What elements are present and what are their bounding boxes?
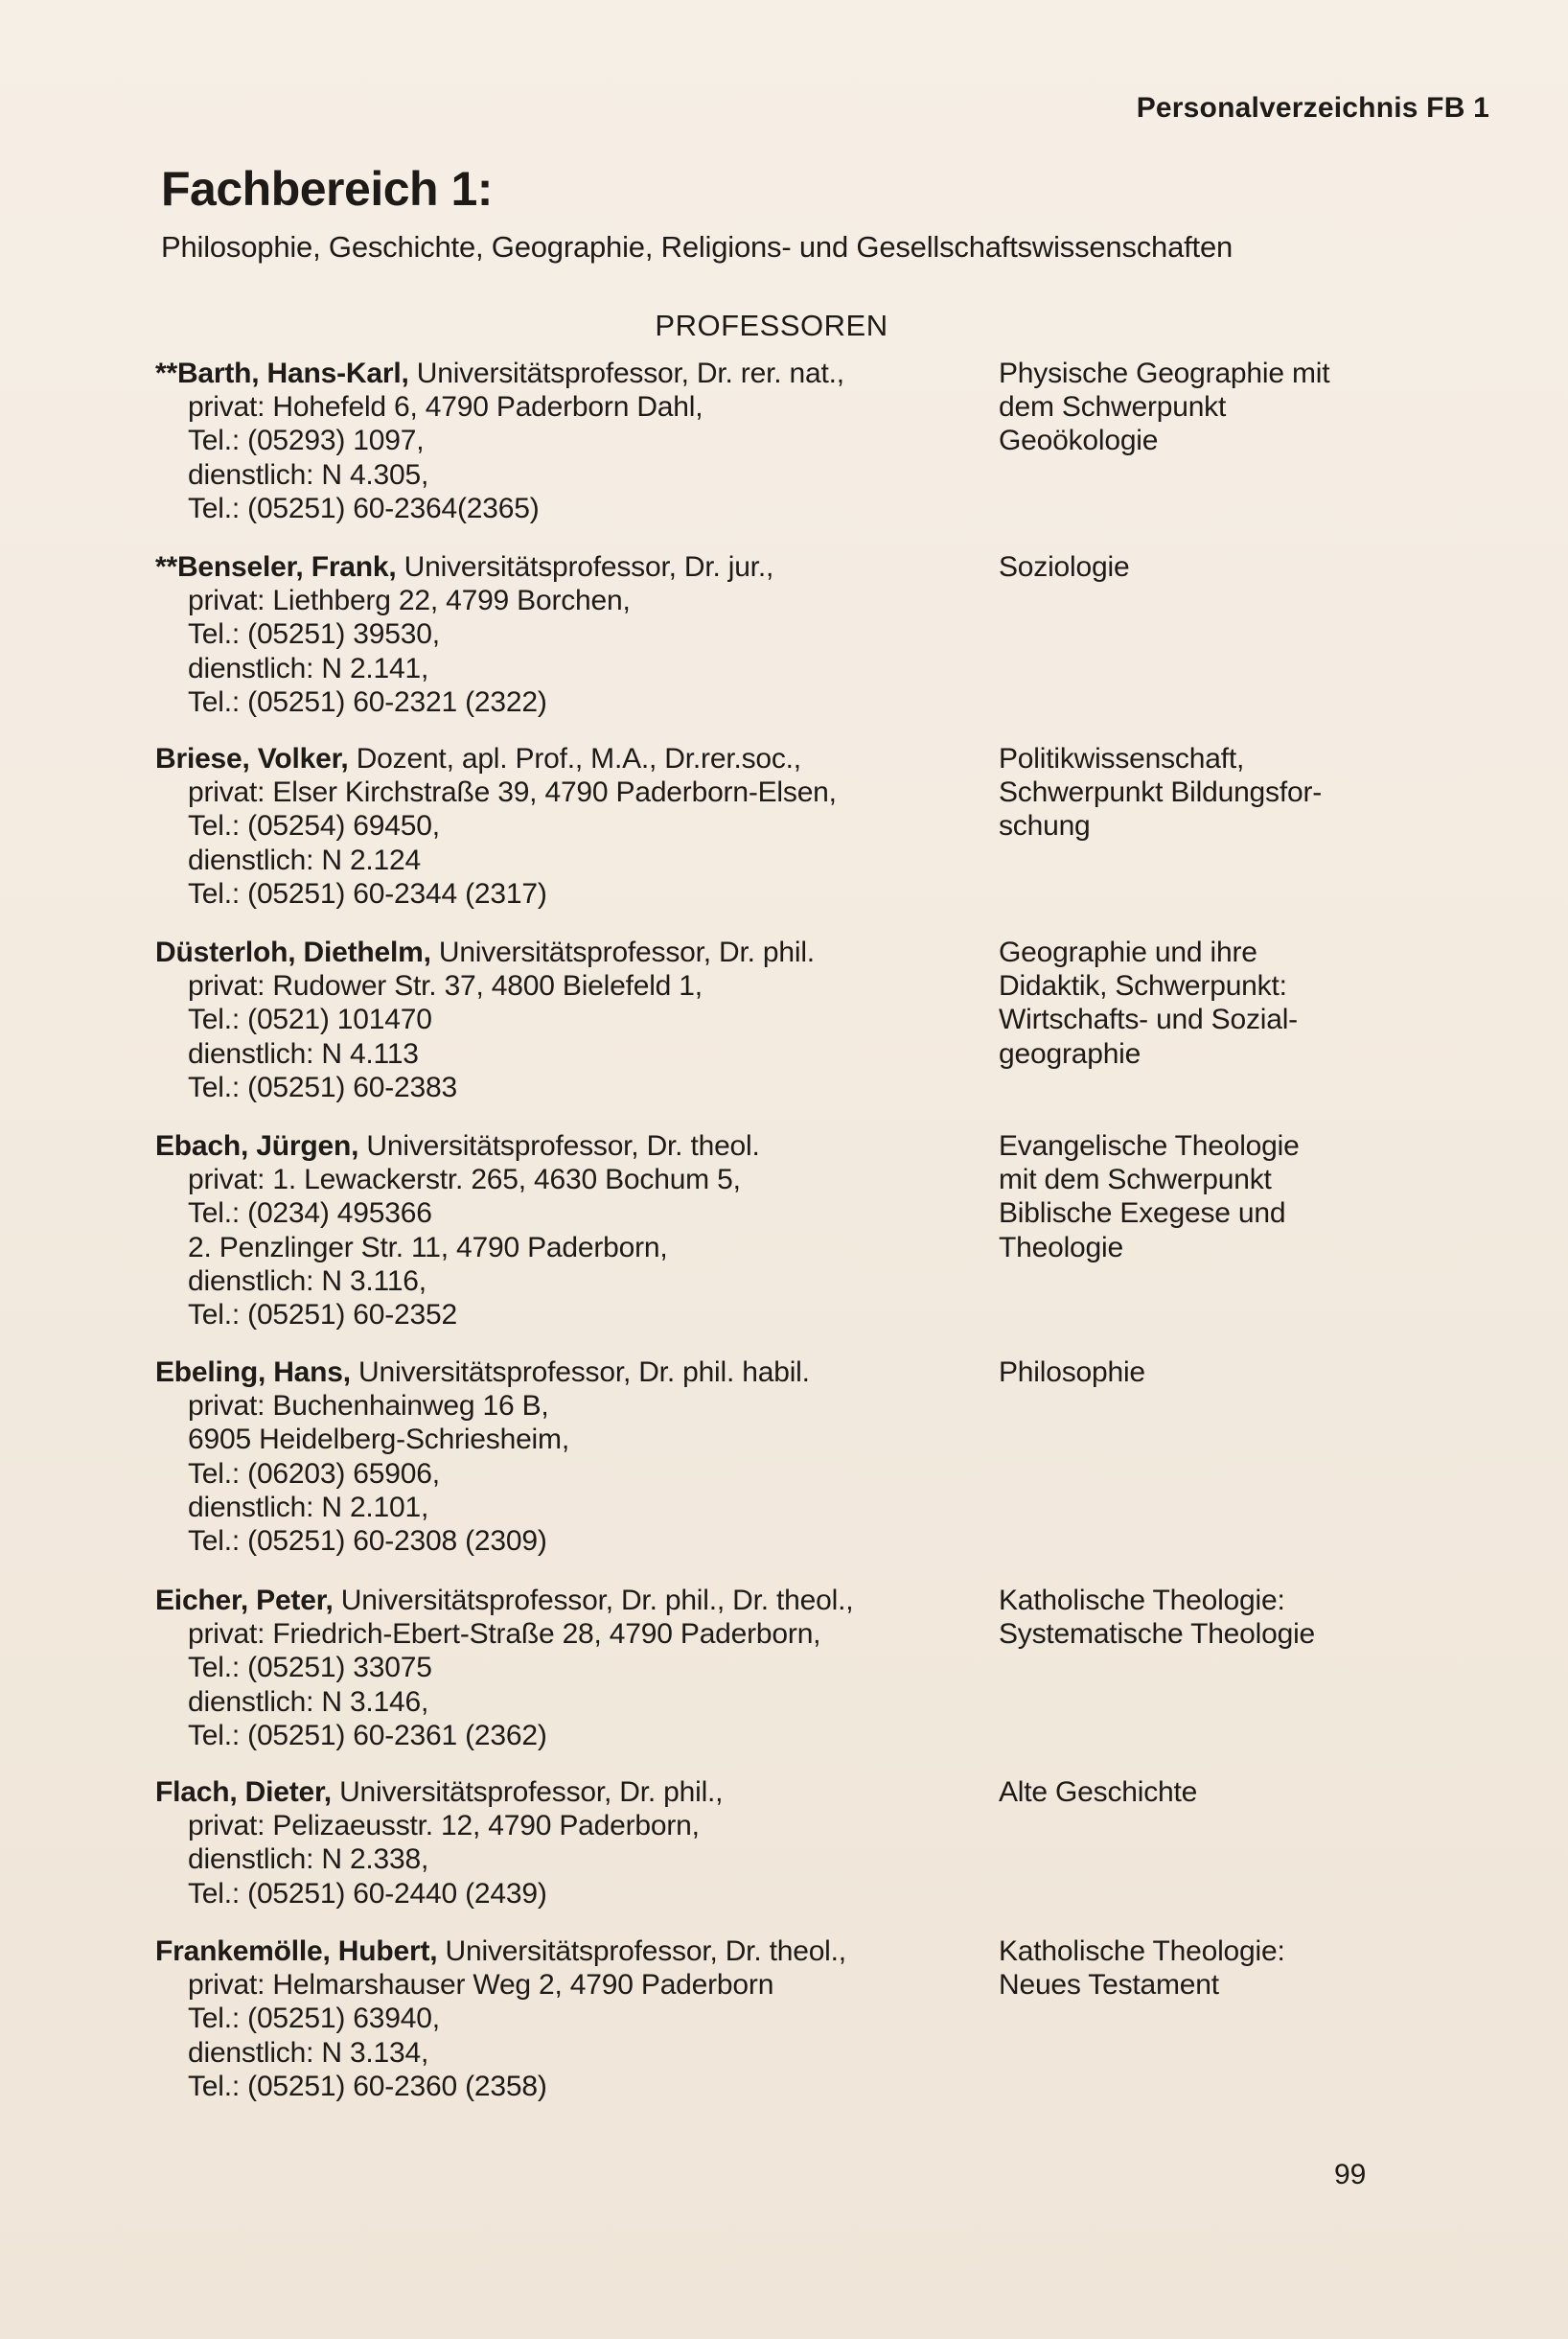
person-contact-line: Tel.: (05251) 60-2321 (2322) (188, 685, 547, 718)
person-details (155, 1355, 980, 1558)
person-heading-line (155, 550, 980, 584)
person-name: Briese, Volker, (155, 743, 349, 775)
person-contact-line: privat: Hohefeld 6, 4790 Paderborn Dahl, (188, 391, 703, 424)
person-heading-line (155, 1584, 980, 1617)
person-title: Dozent, apl. Prof., M.A., Dr.rer.soc., (348, 743, 801, 775)
person-field-line: geographie (999, 1037, 1141, 1070)
person-name: Ebeling, Hans, (155, 1356, 351, 1388)
person-contact-line: Tel.: (05251) 39530, (188, 618, 440, 651)
person-name: Frankemölle, Hubert, (155, 1935, 438, 1967)
person-field-line: Philosophie (999, 1356, 1145, 1388)
person-heading-line (155, 1129, 980, 1163)
person-contact-line: dienstlich: N 4.113 (188, 1037, 419, 1070)
person-contact-line: privat: Elser Kirchstraße 39, 4790 Paderborn-Elsen, (188, 776, 837, 809)
person-field (999, 1129, 1478, 1264)
person-contact-line: privat: Helmarshauser Weg 2, 4790 Paderborn (188, 1969, 774, 2002)
page-subtitle: Philosophie, Geschichte, Geographie, Religions- und Gesellschaftswissenschaften (161, 230, 1234, 264)
person-contact-line: Tel.: (05293) 1097, (188, 425, 425, 457)
person-contact-line: dienstlich: N 3.116, (188, 1264, 427, 1297)
person-field-line: Katholische Theologie: (999, 1585, 1285, 1616)
person-field (999, 1934, 1478, 2002)
person-details (155, 1934, 980, 2103)
person-heading-line (155, 1934, 980, 1968)
person-field-line: Theologie (999, 1231, 1123, 1263)
person-details (155, 1775, 980, 1911)
person-field (999, 550, 1478, 584)
person-title: Universitätsprofessor, Dr. phil., (331, 1776, 724, 1808)
person-contact-line: Tel.: (05251) 60-2352 (188, 1299, 457, 1332)
person-heading-line (155, 357, 980, 390)
person-heading-line (155, 936, 980, 969)
person-heading-line (155, 1775, 980, 1809)
person-contact-line: Tel.: (05251) 60-2360 (2358) (188, 2070, 547, 2102)
person-details (155, 550, 980, 719)
person-field-line: Soziologie (999, 551, 1130, 583)
person-field-line: mit dem Schwerpunkt (999, 1164, 1272, 1196)
person-field-line: Systematische Theologie (999, 1618, 1316, 1651)
person-contact-line: Tel.: (05251) 60-2440 (2439) (188, 1877, 547, 1910)
page-title: Fachbereich 1: (161, 162, 493, 216)
person-title: Universitätsprofessor, Dr. phil. habil. (350, 1356, 810, 1388)
person-contact-line: 2. Penzlinger Str. 11, 4790 Paderborn, (188, 1231, 668, 1263)
person-field-line: Wirtschafts- und Sozial- (999, 1004, 1298, 1036)
person-contact-line: privat: Pelizaeusstr. 12, 4790 Paderborn, (188, 1810, 700, 1842)
person-contact-line: 6905 Heidelberg-Schriesheim, (188, 1424, 569, 1456)
person-field-line: Evangelische Theologie (999, 1130, 1300, 1162)
person-contact-line: Tel.: (05251) 60-2383 (188, 1071, 457, 1103)
person-field-line: Neues Testament (999, 1969, 1219, 2002)
person-details (155, 1129, 980, 1332)
person-field-line: schung (999, 810, 1091, 843)
person-field-line: Katholische Theologie: (999, 1935, 1285, 1967)
person-field-line: Didaktik, Schwerpunkt: (999, 970, 1287, 1003)
page-number: 99 (1334, 2159, 1367, 2190)
person-title: Universitätsprofessor, Dr. rer. nat., (408, 358, 844, 389)
person-name: **Benseler, Frank, (155, 551, 397, 583)
person-contact-line: privat: Friedrich-Ebert-Straße 28, 4790 Paderborn, (188, 1618, 821, 1651)
person-heading-line (155, 742, 980, 776)
person-contact-line: Tel.: (05254) 69450, (188, 810, 440, 843)
section-title: PROFESSOREN (655, 309, 888, 342)
person-contact-line: Tel.: (0521) 101470 (188, 1004, 432, 1036)
person-contact-line: dienstlich: N 3.134, (188, 2036, 429, 2069)
person-title: Universitätsprofessor, Dr. theol. (358, 1130, 760, 1162)
person-field-line: Schwerpunkt Bildungsfor- (999, 776, 1323, 809)
running-head: Personalverzeichnis FB 1 (1136, 92, 1489, 124)
person-details (155, 357, 980, 525)
person-name: Eicher, Peter, (155, 1585, 334, 1616)
person-contact-line: dienstlich: N 3.146, (188, 1685, 429, 1718)
person-field-line: Alte Geschichte (999, 1776, 1198, 1808)
person-contact-line: dienstlich: N 2.101, (188, 1491, 429, 1523)
person-contact-line: Tel.: (06203) 65906, (188, 1457, 440, 1490)
person-name: Flach, Dieter, (155, 1776, 332, 1808)
person-title: Universitätsprofessor, Dr. phil., Dr. theol., (333, 1585, 854, 1616)
person-contact-line: Tel.: (0234) 495366 (188, 1197, 432, 1230)
person-title: Universitätsprofessor, Dr. jur., (396, 551, 774, 583)
person-title: Universitätsprofessor, Dr. phil. (430, 937, 815, 968)
person-contact-line: privat: Rudower Str. 37, 4800 Bielefeld 1, (188, 970, 703, 1003)
person-field (999, 1355, 1478, 1389)
person-details (155, 742, 980, 911)
person-name: Ebach, Jürgen, (155, 1130, 359, 1162)
person-contact-line: dienstlich: N 4.305, (188, 458, 429, 491)
person-contact-line: privat: Liethberg 22, 4799 Borchen, (188, 585, 631, 617)
person-contact-line: privat: 1. Lewackerstr. 265, 4630 Bochum 5, (188, 1164, 741, 1196)
person-name: Düsterloh, Diethelm, (155, 937, 431, 968)
person-field-line: dem Schwerpunkt (999, 391, 1227, 424)
person-contact-line: Tel.: (05251) 60-2361 (2362) (188, 1719, 547, 1751)
person-field-line: Biblische Exegese und (999, 1197, 1286, 1230)
person-field (999, 1775, 1478, 1809)
person-contact-line: Tel.: (05251) 60-2344 (2317) (188, 877, 547, 910)
person-contact-line: privat: Buchenhainweg 16 B, (188, 1390, 549, 1423)
person-field-line: Physische Geographie mit (999, 358, 1330, 389)
person-field-line: Politikwissenschaft, (999, 743, 1245, 775)
person-title: Universitätsprofessor, Dr. theol., (437, 1935, 846, 1967)
person-field-line: Geoökologie (999, 425, 1159, 457)
person-contact-line: dienstlich: N 2.338, (188, 1843, 429, 1876)
person-contact-line: Tel.: (05251) 63940, (188, 2003, 440, 2035)
person-field-line: Geographie und ihre (999, 937, 1257, 968)
person-field (999, 742, 1478, 844)
person-field (999, 936, 1478, 1071)
person-contact-line: dienstlich: N 2.141, (188, 652, 429, 684)
person-heading-line (155, 1355, 980, 1389)
person-contact-line: dienstlich: N 2.124 (188, 844, 422, 876)
person-contact-line: Tel.: (05251) 60-2308 (2309) (188, 1525, 547, 1558)
person-contact-line: Tel.: (05251) 33075 (188, 1652, 432, 1684)
person-field (999, 1584, 1478, 1651)
person-contact-line: Tel.: (05251) 60-2364(2365) (188, 492, 540, 524)
person-details (155, 1584, 980, 1752)
person-name: **Barth, Hans-Karl, (155, 358, 409, 389)
person-field (999, 357, 1478, 458)
person-details (155, 936, 980, 1104)
